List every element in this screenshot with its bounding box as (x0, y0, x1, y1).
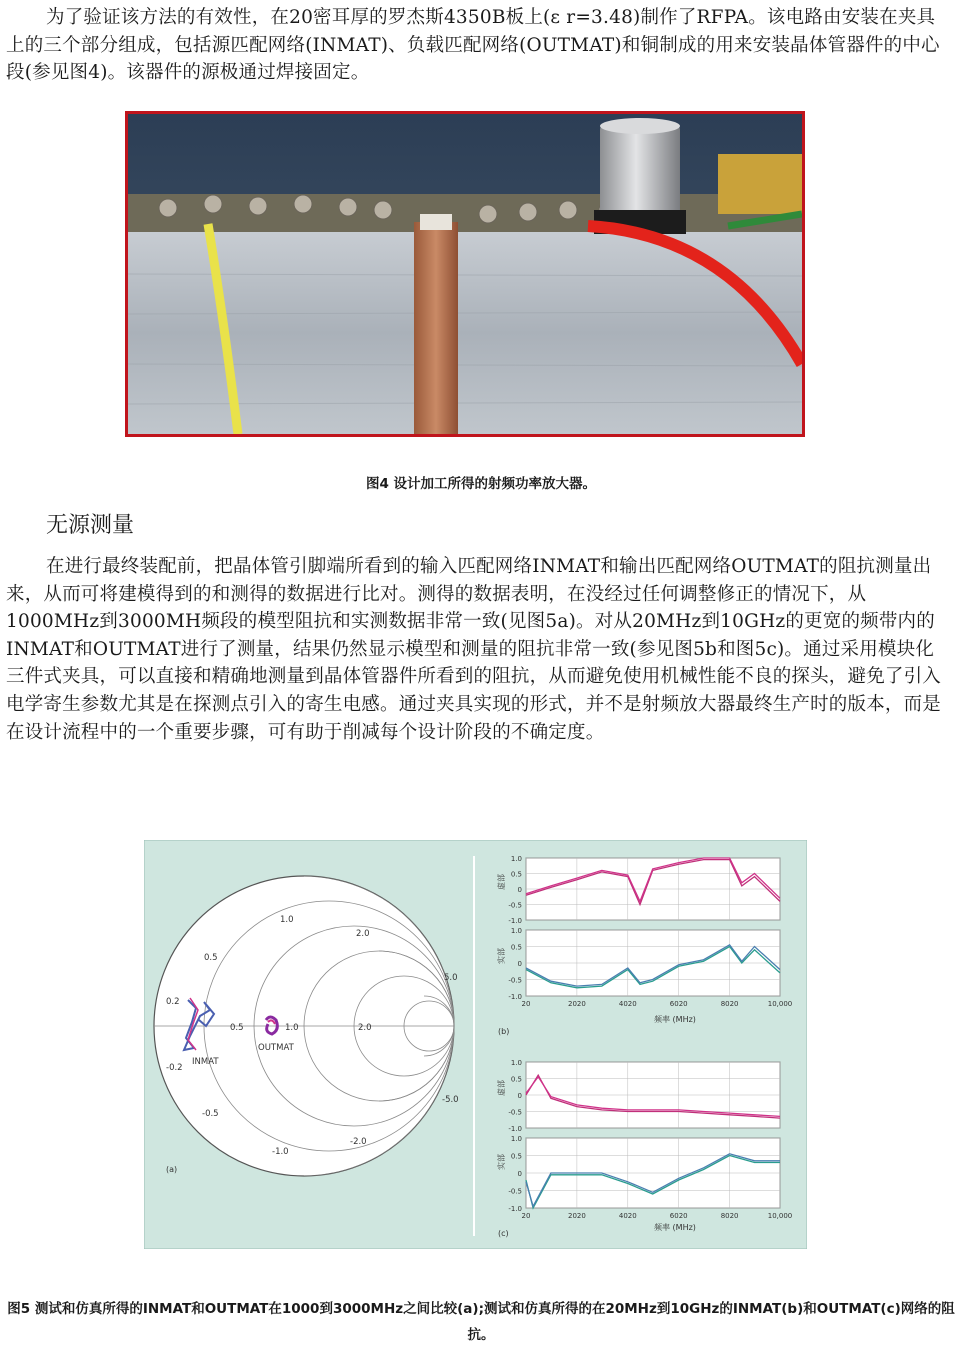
y-tick-label: 0 (517, 1092, 522, 1100)
y-tick-label: 0.5 (510, 1152, 522, 1161)
smith-label: 0.2 (166, 997, 180, 1007)
amplifier-photo (125, 111, 805, 437)
y-tick-label: 1.0 (510, 1059, 522, 1067)
smith-label: -0.2 (166, 1063, 183, 1073)
outmat-label: OUTMAT (258, 1043, 294, 1053)
y-tick-label: 1.0 (510, 927, 522, 935)
x-tick-label: 6020 (669, 1000, 688, 1008)
figure5-caption: 图5 测试和仿真所得的INMAT和OUTMAT在1000到3000MHz之间比较(a);测试和仿真所得的在20MHz到10GHz的INMAT(b)和OUTMAT(c)网络的阻抗。 (7, 1301, 955, 1343)
y-tick-label: 0 (517, 1170, 522, 1178)
figure4-caption: 图4 设计加工所得的射频功率放大器。 (365, 476, 597, 492)
y-tick-label: 1.0 (510, 855, 522, 863)
panel-a-label: (a) (166, 1165, 178, 1174)
x-tick-label: 20 (521, 1212, 531, 1220)
y-tick-label: -0.5 (508, 1187, 522, 1196)
x-tick-label: 4020 (618, 1000, 637, 1008)
smith-label: 0.5 (230, 1023, 244, 1033)
y-tick-label: -1.0 (508, 993, 522, 1001)
x-tick-label: 10,000 (767, 1000, 793, 1008)
ylabel-b-imag: 虚部 (497, 874, 506, 890)
x-tick-label: 8020 (720, 1212, 739, 1220)
y-tick-label: -1.0 (508, 1125, 522, 1133)
x-tick-label: 8020 (720, 1000, 739, 1008)
smith-label: 1.0 (280, 915, 294, 925)
smith-label: -2.0 (350, 1137, 367, 1147)
x-tick-label: 2020 (567, 1000, 586, 1008)
panel-b-label: (b) (498, 1027, 510, 1036)
y-tick-label: -0.5 (508, 1108, 522, 1117)
y-tick-label: 0 (517, 886, 522, 894)
smith-label: -5.0 (442, 1095, 459, 1105)
x-tick-label: 10,000 (767, 1212, 793, 1220)
x-tick-label: 4020 (618, 1212, 637, 1220)
paragraph-intro: 为了验证该方法的有效性，在20密耳厚的罗杰斯4350B板上(ε r=3.48)制作了RFPA。该电路由安装在夹具上的三个部分组成，包括源匹配网络(INMAT)、负载匹配网络(OUTMAT)和铜制成的用来安装晶体管器件的中心段(参见图4)。该器件的源极通过焊接固定。 (6, 7, 940, 84)
smith-label: 2.0 (358, 1023, 372, 1033)
figure5 (144, 840, 807, 1249)
y-tick-label: -0.5 (508, 976, 522, 985)
y-tick-label: -1.0 (508, 917, 522, 925)
x-tick-label: 2020 (567, 1212, 586, 1220)
y-tick-label: 0.5 (510, 943, 522, 952)
ylabel-b-real: 实部 (497, 948, 506, 964)
y-tick-label: 0.5 (510, 1075, 522, 1084)
section-heading: 无源测量 (46, 513, 135, 538)
x-tick-label: 6020 (669, 1212, 688, 1220)
xlabel-c: 频率 (MHz) (654, 1223, 696, 1232)
smith-label: 5.0 (444, 973, 458, 983)
smith-label: -1.0 (272, 1147, 289, 1157)
y-tick-label: -1.0 (508, 1205, 522, 1213)
y-tick-label: 1.0 (510, 1135, 522, 1143)
smith-label: 0.5 (204, 953, 218, 963)
figure5-drawing (144, 840, 807, 1249)
ylabel-c-real: 实部 (497, 1154, 506, 1170)
inmat-label: INMAT (192, 1057, 219, 1067)
smith-label: 2.0 (356, 929, 370, 939)
y-tick-label: -0.5 (508, 901, 522, 910)
panel-c-label: (c) (498, 1229, 509, 1238)
y-tick-label: 0 (517, 960, 522, 968)
xlabel-b: 频率 (MHz) (654, 1015, 696, 1024)
ylabel-c-imag: 虚部 (497, 1080, 506, 1096)
smith-label: -0.5 (202, 1109, 219, 1119)
amplifier-photo-drawing (128, 114, 802, 434)
y-tick-label: 0.5 (510, 870, 522, 879)
x-tick-label: 20 (521, 1000, 531, 1008)
smith-label: 1.0 (285, 1023, 299, 1033)
paragraph-passive-measurement: 在进行最终装配前，把晶体管引脚端所看到的输入匹配网络INMAT和输出匹配网络OUTMAT的阻抗测量出来，从而可将建模得到的和测得的数据进行比对。测得的数据表明，在没经过任何调整修正的情况下，从1000MHz到3000MH频段的模型阻抗和实测数据非常一致(见图5a)。对从20MHz到10GHz的更宽的频带内的INMAT和OUTMAT进行了测量，结果仍然显示模型和测量的阻抗非常一致(参见图5b和图5c)。通过采用模块化三件式夹具，可以直接和精确地测量到晶体管器件所看到的阻抗，从而避免使用机械性能不良的探头，避免了引入电学寄生参数尤其是在探测点引入的寄生电感。通过夹具实现的形式，并不是射频放大器最终生产时的版本，而是在设计流程中的一个重要步骤，可有助于削减每个设计阶段的不确定度。 (6, 556, 942, 743)
